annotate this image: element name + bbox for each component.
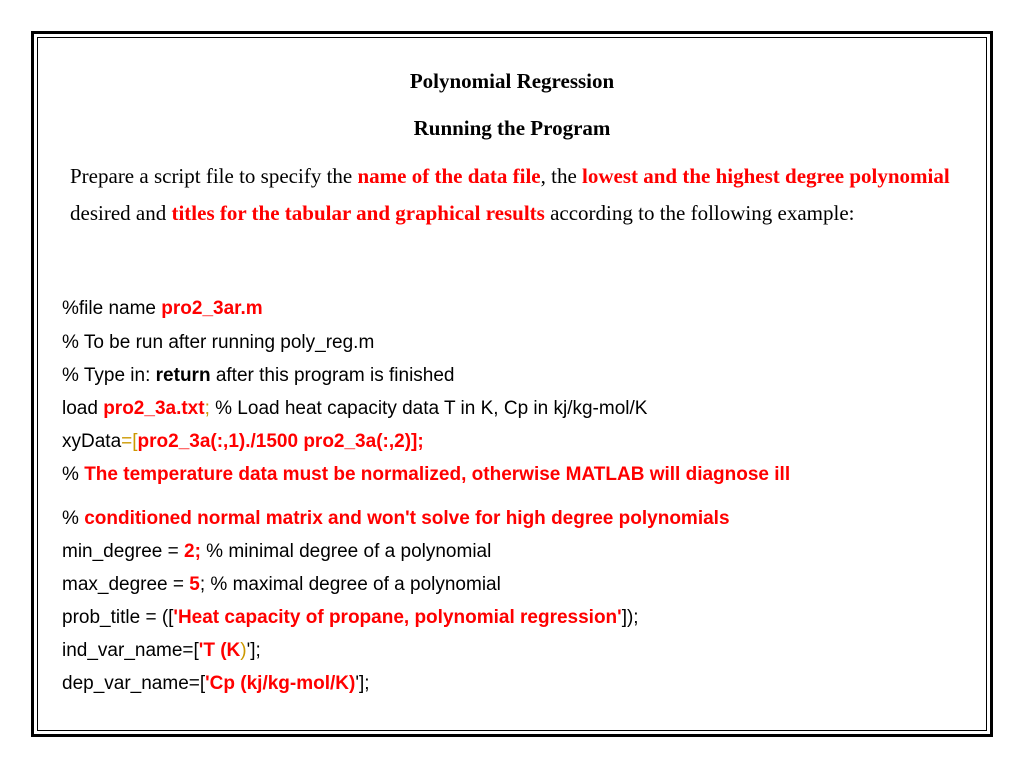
code-line-12 [62,673,370,695]
code-line-4 [62,398,647,420]
code-text: ']; [246,640,261,661]
code-highlight: 'T (K [198,640,241,661]
code-line-9 [62,574,501,596]
code-text: xyData [62,431,122,452]
code-text: %file name [62,298,162,319]
code-paren: ) [240,640,247,661]
code-text: ]); [621,607,639,628]
code-text: % [62,464,85,485]
code-highlight: pro2_3a(:,1)./1500 pro2_3a(:,2)]; [137,431,424,452]
intro-text-2: , the [540,164,583,188]
page-subtitle: Running the Program [413,116,611,140]
code-text: % [62,508,85,529]
code-text: dep_var_name=[ [62,673,206,694]
code-text: load [62,398,104,419]
intro-text-3: desired and [70,201,172,225]
code-highlight: conditioned normal matrix and won't solve for high degree polynomials [84,508,730,529]
code-bold: return [155,365,211,386]
code-text: ind_var_name=[ [62,640,199,661]
code-text: % Load heat capacity data T in K, Cp in kj/kg-mol/K [209,398,648,419]
code-text: ']; [355,673,370,694]
code-highlight: 'Heat capacity of propane, polynomial regression' [173,607,622,628]
code-line-7 [62,508,730,530]
code-line-1 [62,298,263,320]
code-highlight: 'Cp (kj/kg-mol/K) [205,673,356,694]
code-text: % minimal degree of a polynomial [200,541,492,562]
code-text: % To be run after running poly_reg.m [62,332,375,353]
code-text: max_degree = [62,574,190,595]
code-line-6 [62,464,790,486]
code-highlight: pro2_3ar.m [161,298,263,319]
intro-highlight-2: lowest and the highest degree polynomial [582,164,950,188]
code-highlight: pro2_3a.txt [103,398,205,419]
code-text: after this program is finished [210,365,455,386]
intro-text-4: according to the following example: [544,201,855,225]
code-line-10 [62,607,639,629]
code-line-3 [62,365,455,387]
code-text: ; % maximal degree of a polynomial [199,574,501,595]
code-operator: =[ [121,431,138,452]
code-text: prob_title = ([ [62,607,174,628]
intro-text-1: Prepare a script file to specify the [70,164,358,188]
code-highlight: 2; [184,541,201,562]
code-text: min_degree = [62,541,184,562]
code-line-8 [62,541,491,563]
code-line-2 [62,332,374,354]
code-line-11 [62,640,261,662]
page-title: Polynomial Regression [409,69,615,93]
code-highlight: 5 [189,574,200,595]
code-highlight: The temperature data must be normalized, otherwise MATLAB will diagnose ill [84,464,791,485]
code-semicolon: ; [204,398,210,419]
intro-highlight-3: titles for the tabular and graphical results [171,201,545,225]
code-line-5 [62,431,424,453]
code-text: % Type in: [62,365,156,386]
intro-highlight-1: name of the data file [357,164,541,188]
intro-paragraph [70,158,950,232]
